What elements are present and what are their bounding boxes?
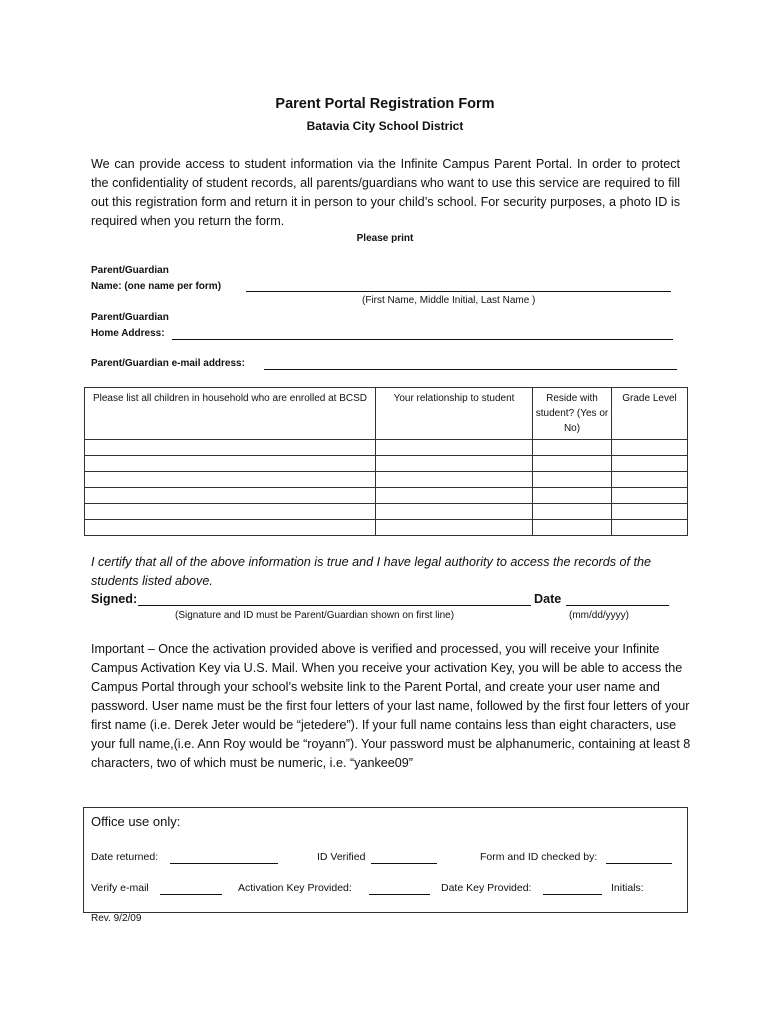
table-cell[interactable] xyxy=(376,472,533,488)
table-cell[interactable] xyxy=(612,472,688,488)
reside-column-header: Reside with student? (Yes or No) xyxy=(533,388,612,440)
office-use-box xyxy=(83,807,688,913)
activation-key-label: Activation Key Provided: xyxy=(238,882,352,894)
date-key-field[interactable] xyxy=(543,894,602,895)
date-format-hint: (mm/dd/yyyy) xyxy=(569,610,629,621)
initials-label: Initials: xyxy=(611,882,644,894)
table-cell[interactable] xyxy=(533,456,612,472)
table-row xyxy=(85,472,688,488)
id-verified-label: ID Verified xyxy=(317,851,366,863)
name-hint: (First Name, Middle Initial, Last Name ) xyxy=(362,295,536,306)
table-cell[interactable] xyxy=(85,456,376,472)
name-label-line1: Parent/Guardian xyxy=(91,265,169,276)
table-cell[interactable] xyxy=(376,504,533,520)
email-field[interactable] xyxy=(264,369,677,370)
form-id-checked-field[interactable] xyxy=(606,863,672,864)
address-label-line2: Home Address: xyxy=(91,328,165,339)
table-cell[interactable] xyxy=(376,440,533,456)
children-table xyxy=(84,387,688,536)
office-use-title: Office use only: xyxy=(91,814,181,829)
table-cell[interactable] xyxy=(376,488,533,504)
form-title: Parent Portal Registration Form xyxy=(275,96,495,112)
form-id-checked-label: Form and ID checked by: xyxy=(480,851,598,863)
please-print-note: Please print xyxy=(356,233,414,244)
signature-date-field[interactable] xyxy=(566,605,669,606)
date-label: Date xyxy=(534,592,562,606)
certification-statement: I certify that all of the above information is true and I have legal authority to access the records of the students listed above. xyxy=(91,555,652,588)
table-cell[interactable] xyxy=(533,520,612,536)
table-cell[interactable] xyxy=(376,456,533,472)
table-row xyxy=(85,520,688,536)
table-cell[interactable] xyxy=(612,504,688,520)
table-row xyxy=(85,456,688,472)
table-cell[interactable] xyxy=(85,504,376,520)
intro-paragraph: We can provide access to student information via the Infinite Campus Parent Portal. In order to protect the confidentiality of student records, all parents/guardians who want to use this service are required to fill out this registration form and return it in person to your child’s school. For security purposes, a photo ID is required when you return the form. xyxy=(91,157,680,228)
signature-hint: (Signature and ID must be Parent/Guardian shown on first line) xyxy=(175,610,455,621)
table-cell[interactable] xyxy=(85,440,376,456)
table-cell[interactable] xyxy=(612,456,688,472)
signed-label: Signed: xyxy=(91,592,138,606)
revision-date: Rev. 9/2/09 xyxy=(91,913,142,924)
table-cell[interactable] xyxy=(533,472,612,488)
date-returned-field[interactable] xyxy=(170,863,278,864)
table-cell[interactable] xyxy=(612,520,688,536)
verify-email-field[interactable] xyxy=(160,894,222,895)
date-key-label: Date Key Provided: xyxy=(441,882,532,894)
table-cell[interactable] xyxy=(612,488,688,504)
table-cell[interactable] xyxy=(85,520,376,536)
date-returned-label: Date returned: xyxy=(91,851,159,863)
name-field[interactable] xyxy=(246,291,671,292)
name-label-line2: Name: (one name per form) xyxy=(91,281,222,292)
verify-email-label: Verify e-mail xyxy=(91,882,149,894)
relationship-column-header: Your relationship to student xyxy=(376,388,533,440)
table-cell[interactable] xyxy=(533,440,612,456)
table-cell[interactable] xyxy=(612,440,688,456)
table-cell[interactable] xyxy=(85,488,376,504)
table-cell[interactable] xyxy=(533,488,612,504)
table-cell[interactable] xyxy=(376,520,533,536)
district-name: Batavia City School District xyxy=(306,119,464,133)
table-cell[interactable] xyxy=(533,504,612,520)
signature-field[interactable] xyxy=(138,605,531,606)
table-row xyxy=(85,504,688,520)
children-column-header: Please list all children in household who are enrolled at BCSD xyxy=(85,388,376,440)
table-cell[interactable] xyxy=(85,472,376,488)
email-label: Parent/Guardian e-mail address: xyxy=(91,358,245,369)
table-header-row xyxy=(85,388,688,440)
id-verified-field[interactable] xyxy=(371,863,437,864)
home-address-field[interactable] xyxy=(172,339,673,340)
table-row xyxy=(85,488,688,504)
important-notice: Important – Once the activation provided above is verified and processed, you will receive your Infinite Campus Activation Key via U.S. Mail. When you receive your activation Key, you will be able to access the Campus Portal through your school’s website link to the Parent Portal, and create your user name and password. User name must be the first four letters of your last name, followed by the first four letters of your first name (i.e. Derek Jeter would be “jetedere”). If your full name contains less than eight characters, use your full name,(i.e. Ann Roy would be “royann”). Your password must be alphanumeric, containing at least 8 characters, two of which must be numeric, i.e. “yankee09” xyxy=(91,642,691,770)
address-label-line1: Parent/Guardian xyxy=(91,312,169,323)
table-row xyxy=(85,440,688,456)
activation-key-field[interactable] xyxy=(369,894,430,895)
grade-column-header: Grade Level xyxy=(612,388,688,440)
